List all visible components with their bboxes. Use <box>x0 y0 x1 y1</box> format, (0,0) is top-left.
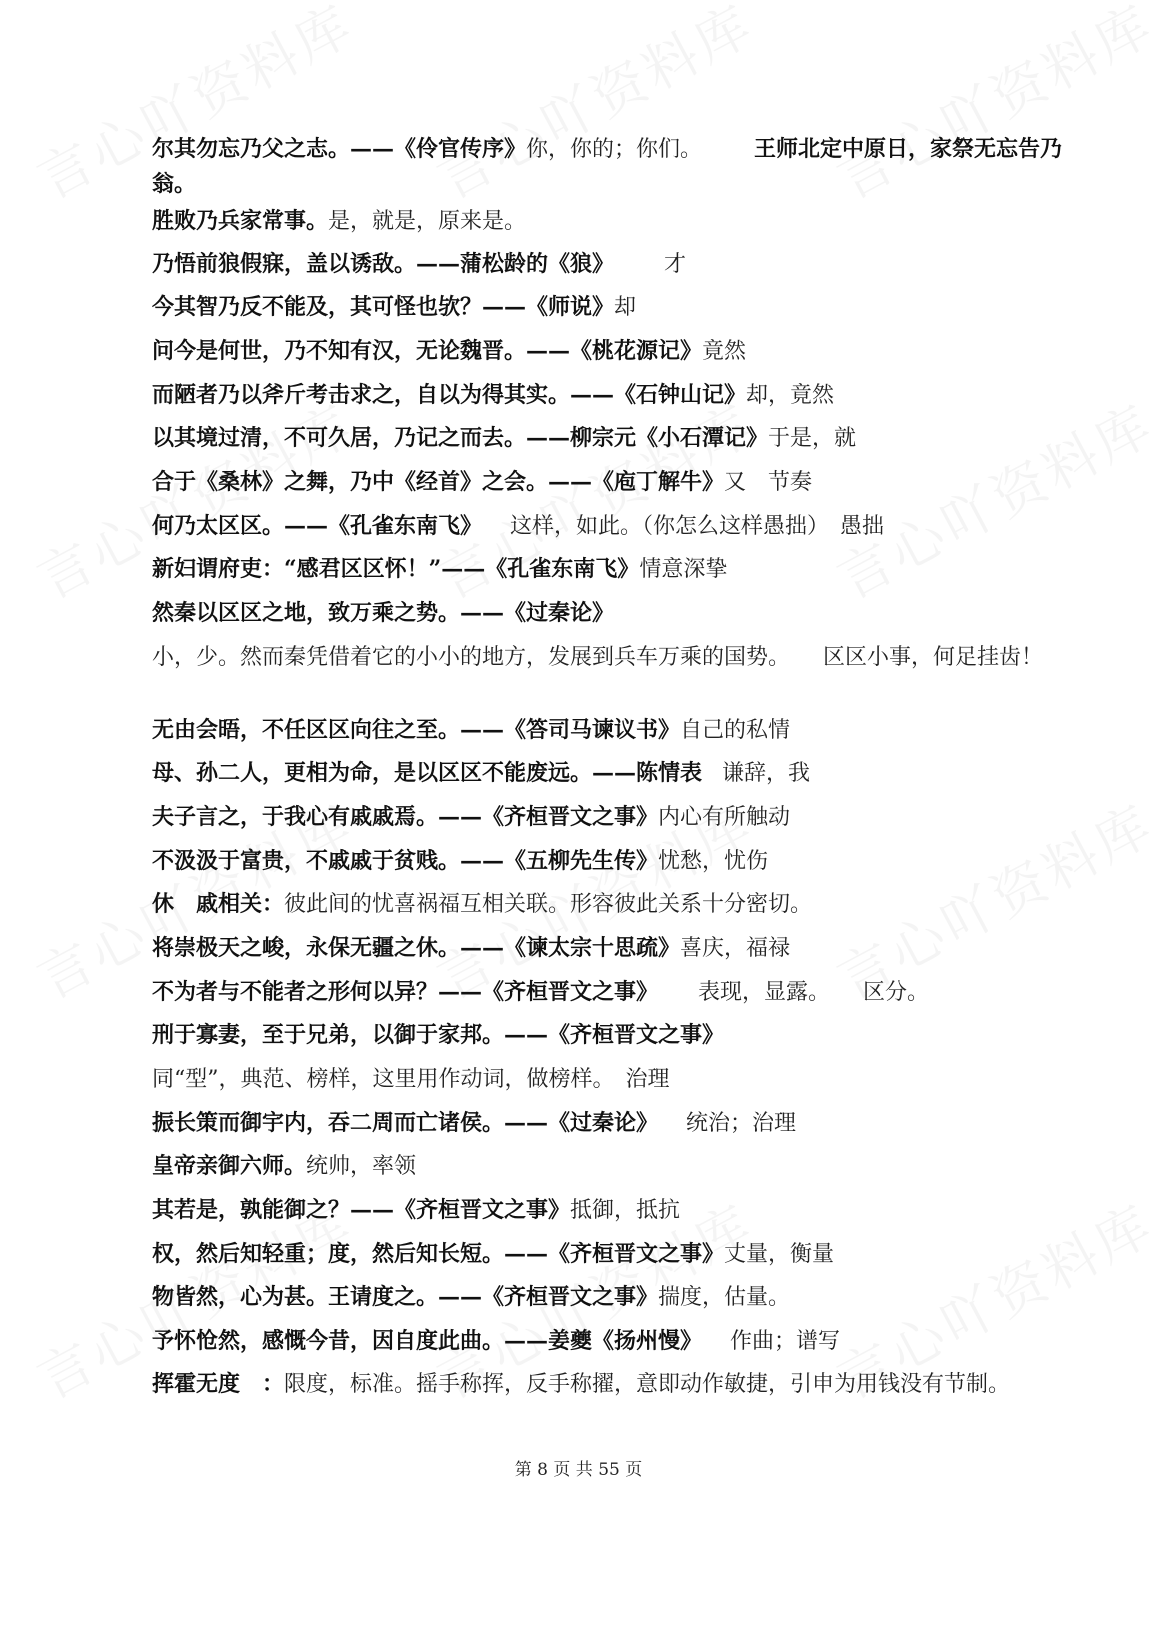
text-line: 而陋者乃以斧斤考击求之，自以为得其实。——《石钟山记》却，竟然 <box>152 382 835 408</box>
text-line: 新妇谓府吏：“感君区区怀！”——《孔雀东南飞》情意深挚 <box>152 556 728 582</box>
text-line: 夫子言之，于我心有戚戚焉。——《齐桓晋文之事》内心有所触动 <box>152 804 791 830</box>
text-line: 刑于寡妻，至于兄弟，以御于家邦。——《齐桓晋文之事》 <box>152 1022 725 1048</box>
text-line: 乃悟前狼假寐，盖以诱敌。——蒲松龄的《狼》 才 <box>152 251 687 277</box>
text-line: 今其智乃反不能及，其可怪也欤？——《师说》却 <box>152 294 637 320</box>
page-number-footer: 第 8 页 共 55 页 <box>514 1460 643 1480</box>
text-line: 挥霍无度 ：限度，标准。摇手称挥，反手称擢，意即动作敏捷，引申为用钱没有节制。 <box>152 1371 1011 1397</box>
text-line: 振长策而御宇内，吞二周而亡诸侯。——《过秦论》 统治；治理 <box>152 1110 797 1136</box>
text-line: 休 戚相关：彼此间的忧喜祸福互相关联。形容彼此关系十分密切。 <box>152 891 813 917</box>
text-line: 不汲汲于富贵，不戚戚于贫贱。——《五柳先生传》忧愁，忧伤 <box>152 848 769 874</box>
text-line: 物皆然，心为甚。王请度之。——《齐桓晋文之事》揣度，估量。 <box>152 1284 791 1310</box>
text-line: 将崇极天之峻，永保无疆之休。——《谏太宗十思疏》喜庆，福禄 <box>152 935 791 961</box>
text-line: 权，然后知轻重；度，然后知长短。——《齐桓晋文之事》丈量，衡量 <box>152 1241 835 1267</box>
text-line: 然秦以区区之地，致万乘之势。——《过秦论》 <box>152 600 615 626</box>
text-line: 以其境过清，不可久居，乃记之而去。——柳宗元《小石潭记》于是，就 <box>152 425 857 451</box>
text-line: 其若是，孰能御之？——《齐桓晋文之事》抵御，抵抗 <box>152 1197 681 1223</box>
text-line: 小，少。然而秦凭借着它的小小的地方，发展到兵车万乘的国势。 区区小事，何足挂齿！ <box>152 645 1044 670</box>
text-line: 胜败乃兵家常事。是，就是，原来是。 <box>152 208 527 234</box>
text-line: 同“型”，典范、榜样，这里用作动词，做榜样。 治理 <box>152 1067 670 1092</box>
text-line: 合于《桑林》之舞，乃中《经首》之会。——《庖丁解牛》又 节奏 <box>152 469 813 495</box>
text-line: 问今是何世，乃不知有汉，无论魏晋。——《桃花源记》竟然 <box>152 338 747 364</box>
text-line: 皇帝亲御六师。统帅，率领 <box>152 1153 417 1179</box>
text-line: 尔其勿忘乃父之志。——《伶官传序》你，你的；你们。 王师北定中原日，家祭无忘告乃翁。 <box>152 136 1063 197</box>
text-line: 不为者与不能者之形何以异？——《齐桓晋文之事》 表现，显露。 区分。 <box>152 979 930 1005</box>
text-line: 何乃太区区。——《孔雀东南飞》 这样，如此。（你怎么这样愚拙） 愚拙 <box>152 513 885 539</box>
text-line: 予怀怆然，感慨今昔，因自度此曲。——姜夔《扬州慢》 作曲；谱写 <box>152 1328 841 1354</box>
text-line: 无由会晤，不任区区向往之至。——《答司马谏议书》自己的私情 <box>152 717 791 743</box>
text-line: 母、孙二人，更相为命，是以区区不能废远。——陈情表 谦辞，我 <box>152 760 811 786</box>
